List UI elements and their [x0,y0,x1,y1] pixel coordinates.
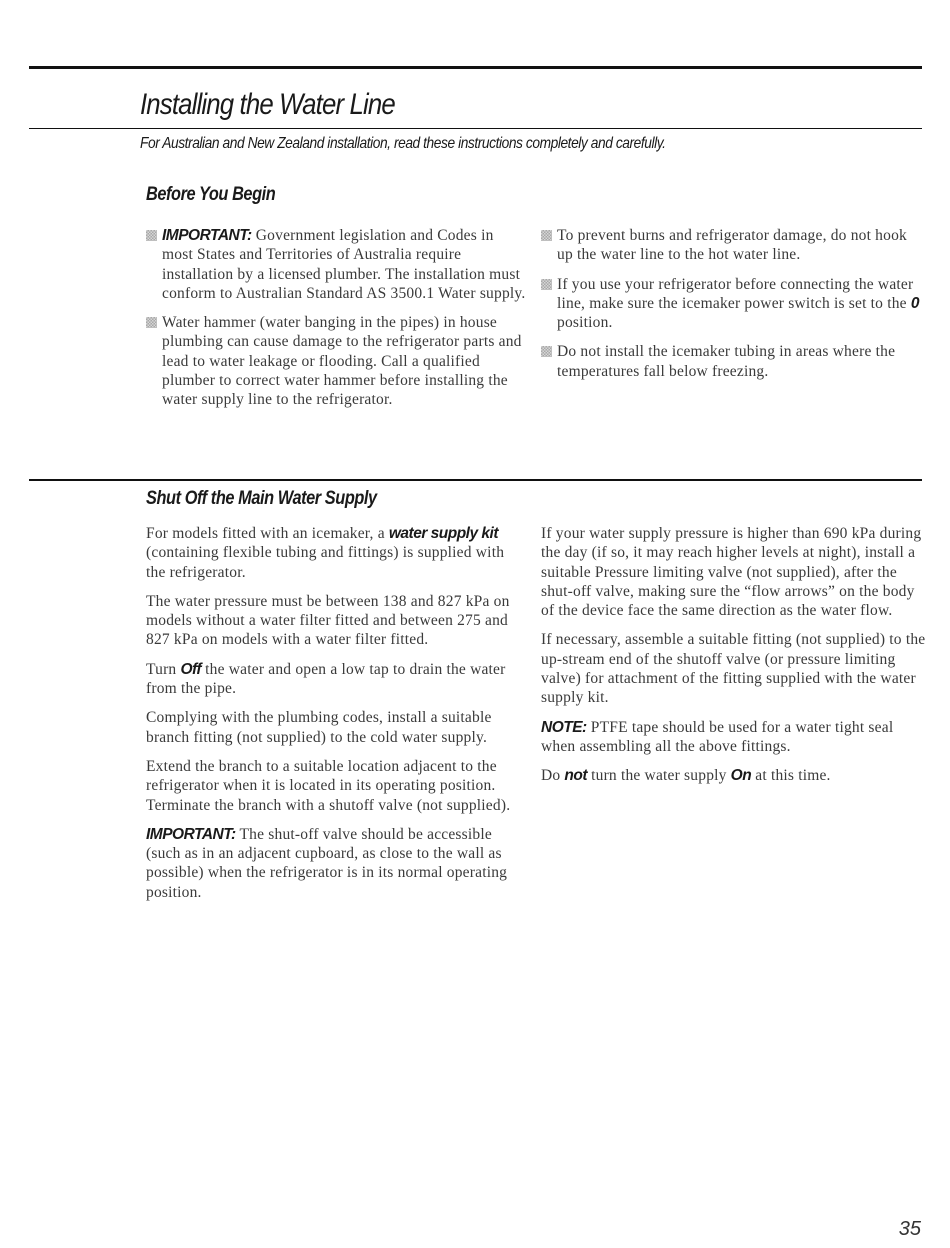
paragraph: IMPORTANT: The shut-off valve should be accessible (such as in an adjacent cupboard, as close to the wall as possible) when the refrigerator is in its normal operating position. [146,825,508,901]
not-label: not [564,767,588,785]
section-rule [29,479,922,481]
square-bullet-icon [146,230,157,241]
important-label: IMPORTANT: [146,825,236,843]
bullet-text: To prevent burns and refrigerator damage, do not hook up the water line to the hot water line. [557,227,907,264]
bullet-text: Water hammer (water banging in the pipes) in house plumbing can cause damage to the refrigerator parts and lead to water leakage or flooding. Call a qualified plumber to correct water hammer before installing the water supply line to the refrigerator. [162,314,522,409]
shut-off-right-column [541,524,926,796]
paragraph: Complying with the plumbing codes, install a suitable branch fitting (not supplied) to the cold water supply. [146,709,492,746]
shut-off-heading: Shut Off the Main Water Supply [146,488,377,509]
title-rule [29,128,922,129]
before-you-begin-heading: Before You Begin [146,184,276,205]
bullet-item [146,226,526,303]
bullet-item [541,275,926,333]
bullet-text: Do not install the icemaker tubing in areas where the temperatures fall below freezing. [557,343,896,380]
bullet-text: If you use your refrigerator before connecting the water line, make sure the icemaker power switch is set to the [557,275,914,312]
before-you-begin-left-column [146,226,526,420]
paragraph: For models fitted with an icemaker, a water supply kit (containing flexible tubing and fittings) is supplied with the refrigerator. [146,525,505,581]
page-title: Installing the Water Line [140,88,395,121]
paragraph: The water pressure must be between 138 and 827 kPa on models without a water filter fitted and between 275 and 827 kPa on models with a water filter fitted. [146,592,510,649]
bullet-item [146,313,526,409]
square-bullet-icon [541,346,552,357]
important-label: IMPORTANT: [162,227,252,244]
off-label: Off [180,660,202,678]
bullet-text: position. [557,314,613,332]
page-number: 35 [898,1218,921,1240]
square-bullet-icon [541,279,552,290]
square-bullet-icon [146,317,157,328]
shut-off-left-column [146,524,526,912]
page-subtitle: For Australian and New Zealand installation, read these instructions completely and carefully. [140,135,666,152]
paragraph: NOTE: PTFE tape should be used for a water tight seal when assembling all the above fittings. [541,718,894,755]
note-label: NOTE: [541,718,587,736]
paragraph: If your water supply pressure is higher than 690 kPa during the day (if so, it may reach higher levels at night), install a suitable Pressure limiting valve (not supplied), after the shut-off valve, making sure the “flow arrows” on the body of the device face the same direction as the water flow. [541,525,922,620]
on-label: On [730,767,752,785]
bullet-item [541,226,926,265]
paragraph: If necessary, assemble a suitable fitting (not supplied) to the up-stream end of the shutoff valve (or pressure limiting valve) for attachment of the fitting supplied with the water supply kit. [541,631,926,707]
zero-position-label: 0 [910,294,919,312]
square-bullet-icon [541,230,552,241]
paragraph: Turn Off the water and open a low tap to drain the water from the pipe. [146,660,506,698]
bullet-item [541,342,926,381]
water-supply-kit-label: water supply kit [388,525,499,542]
before-you-begin-right-column [541,226,926,391]
paragraph: Extend the branch to a suitable location adjacent to the refrigerator when it is located in its operating position. Terminate the branch with a shutoff valve (not supplied). [146,757,511,814]
bullet-text: Government legislation and Codes in most States and Territories of Australia require installation by a licensed plumber. The installation must conform to Australian Standard AS 3500.1 Water supply. [162,227,526,302]
paragraph: Do not turn the water supply On at this time. [541,767,831,785]
top-rule [29,66,922,69]
